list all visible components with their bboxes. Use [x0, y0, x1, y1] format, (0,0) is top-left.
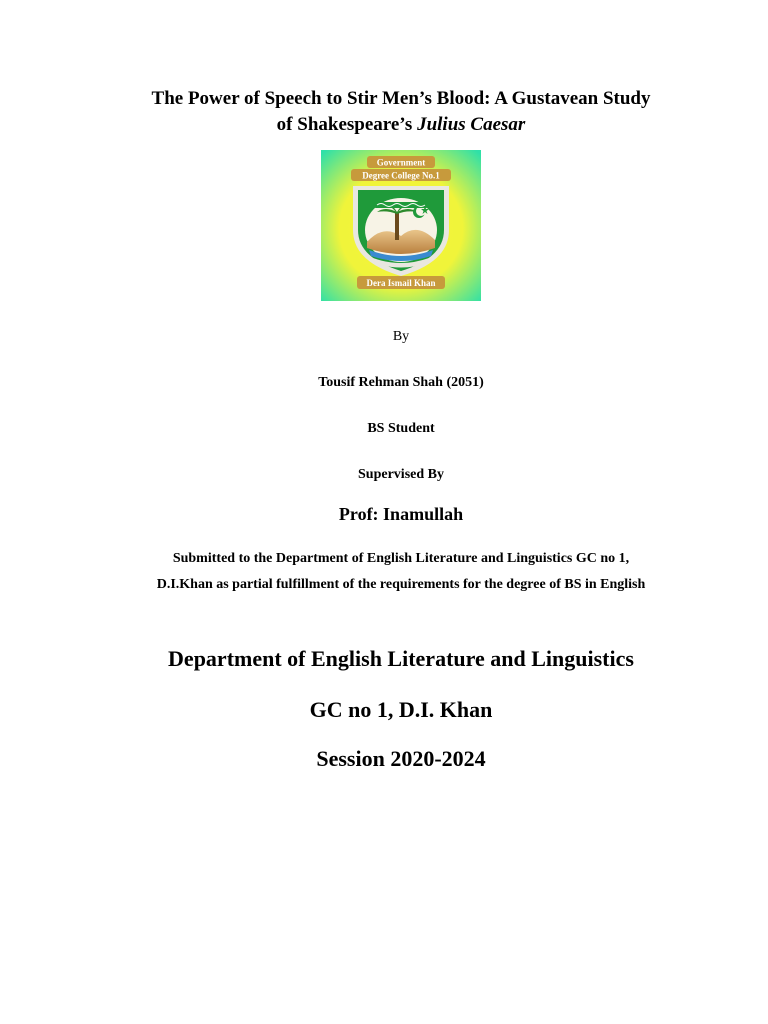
title-line-2 — [0, 112, 768, 138]
title-line-2-prefix: of Shakespeare’s — [276, 114, 418, 135]
title-line-2-italic: Julius Caesar — [417, 114, 526, 135]
submission-line-1: Submitted to the Department of English Literature and Linguistics GC no 1, — [172, 551, 630, 566]
crest-bottom-text: Dera Ismail Khan — [366, 278, 436, 288]
by-label: By — [392, 329, 410, 344]
author-role: BS Student — [367, 421, 435, 436]
supervised-label: Supervised By — [358, 467, 444, 482]
submission-statement — [0, 546, 768, 598]
crest-top-text-2: Degree College No.1 — [362, 170, 440, 181]
title-line-1: The Power of Speech to Stir Men’s Blood: A Gustavean Study — [151, 88, 651, 109]
college-crest-icon — [321, 150, 481, 301]
session-years: Session 2020-2024 — [316, 746, 486, 771]
author-name: Tousif Rehman Shah (2051) — [318, 375, 484, 390]
crest-top-text-1: Government — [376, 157, 426, 168]
supervisor-name: Prof: Inamullah — [338, 504, 464, 524]
college-name: GC no 1, D.I. Khan — [309, 697, 493, 722]
submission-line-2: D.I.Khan as partial fulfillment of the requirements for the degree of BS in English — [156, 577, 646, 592]
document-title — [0, 86, 768, 138]
department-name: Department of English Literature and Linguistics — [168, 646, 634, 671]
